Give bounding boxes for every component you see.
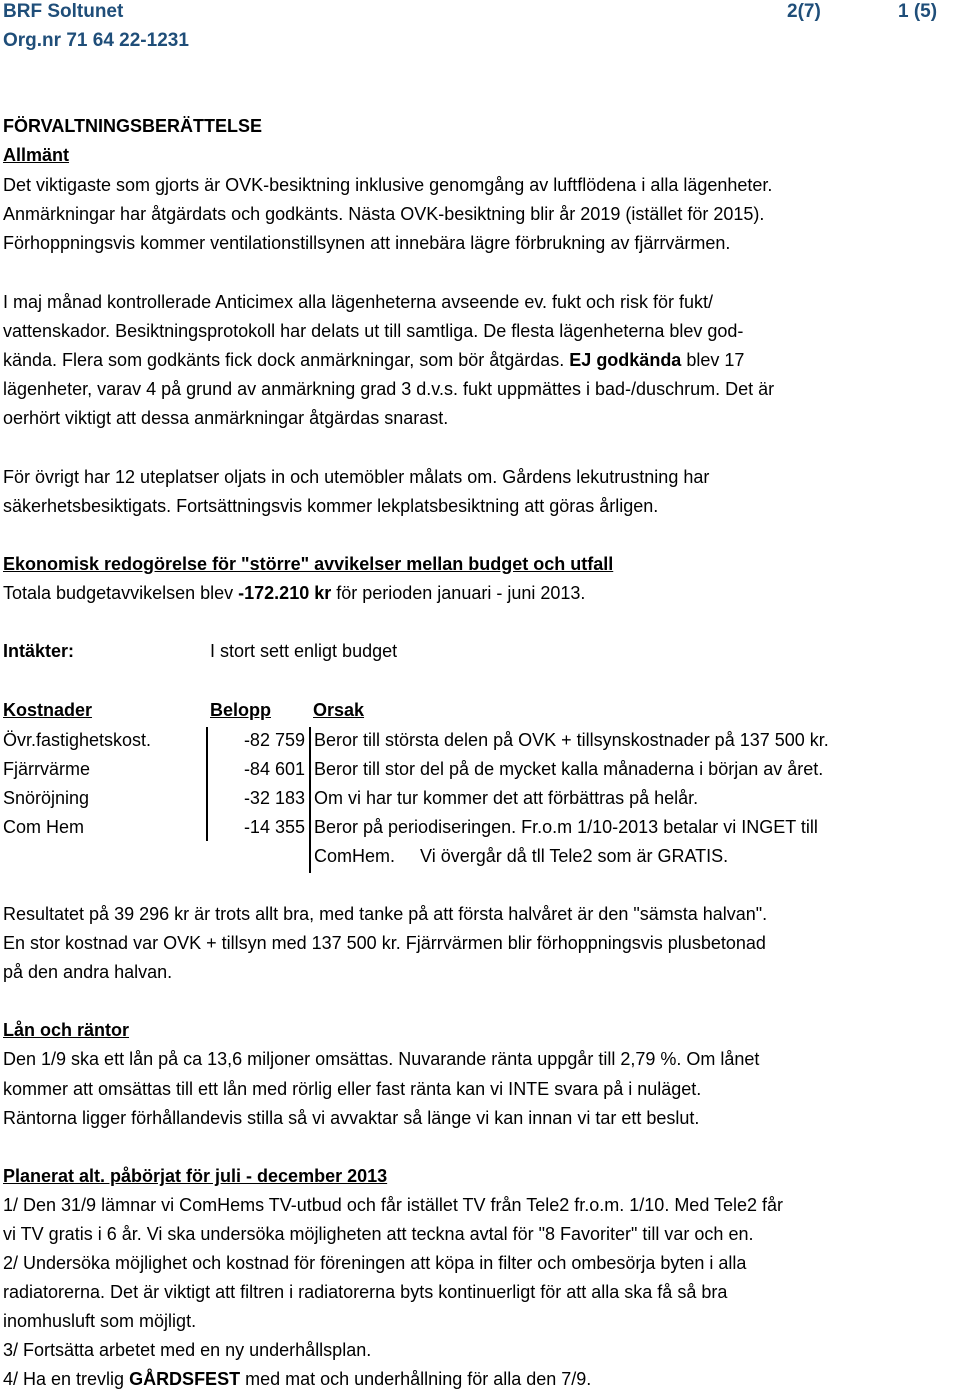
paragraph-line [3,346,744,375]
list-item: inomhusluft som möjligt. [3,1311,197,1331]
text-run: blev 17 [681,350,745,370]
org-number: Org.nr 71 64 22-1231 [3,30,189,51]
budget-total-line [3,579,585,608]
table-cell-reason-continued: ComHem. Vi övergår då tll Tele2 som är GRATIS. [314,846,729,866]
text-run: för perioden januari - juni 2013. [331,583,586,603]
section-heading-lan: Lån och räntor [3,1020,130,1040]
income-label: Intäkter: [3,641,75,661]
section-heading-ekonomi: Ekonomisk redogörelse för "större" avvikelser mellan budget och utfall [3,554,614,574]
page-number-total: 2(7) [787,1,821,22]
list-item: radiatorerna. Det är viktigt att filtren i radiatorerna byts kontinuerligt för att alla ska få så bra [3,1282,728,1302]
table-cell-amount: -84 601 [243,759,305,779]
paragraph-line: Den 1/9 ska ett lån på ca 13,6 miljoner omsättas. Nuvarande ränta uppgår till 2,79 %. Om lånet [3,1049,760,1069]
table-cell-amount: -32 183 [243,788,305,808]
list-item: vi TV gratis i 6 år. Vi ska undersöka möjligheten att teckna avtal för "8 Favoriter" till var och en. [3,1224,754,1244]
paragraph-line: För övrigt har 12 uteplatser oljats in och utemöbler målats om. Gårdens lekutrustning har [3,467,710,487]
table-divider-right [309,727,311,873]
paragraph-line: I maj månad kontrollerade Anticimex alla lägenheterna avseende ev. fukt och risk för fukt/ [3,292,714,312]
table-cell-item: Övr.fastighetskost. [3,730,152,750]
budget-deviation-amount: -172.210 kr [238,583,332,603]
paragraph-line: vattenskador. Besiktningsprotokoll har delats ut till samtliga. De flesta lägenheterna blev god- [3,321,744,341]
table-cell-reason: Om vi har tur kommer det att förbättras på helår. [314,788,699,808]
paragraph-line: Anmärkningar har åtgärdats och godkänts. Nästa OVK-besiktning blir år 2019 (istället för 2015). [3,204,765,224]
table-cell-item: Snöröjning [3,788,90,808]
emphasis-not-approved: EJ godkända [569,350,682,370]
list-item [3,1365,591,1394]
table-cell-item: Fjärrvärme [3,759,91,779]
section-heading-allmant: Allmänt [3,145,70,165]
table-cell-reason: Beror på periodiseringen. Fr.o.m 1/10-2013 betalar vi INGET till [314,817,818,837]
paragraph-line: Förhoppningsvis kommer ventilationstillsynen att innebära lägre förbrukning av fjärrvärmen. [3,233,731,253]
table-header-amount: Belopp [210,700,271,720]
text-run: kända. Flera som godkänts fick dock anmärkningar, som bör åtgärdas. [3,350,565,370]
table-cell-amount: -82 759 [243,730,305,750]
paragraph-line: på den andra halvan. [3,962,173,982]
report-title: FÖRVALTNINGSBERÄTTELSE [3,116,263,136]
table-cell-reason: Beror till största delen på OVK + tillsynskostnader på 137 500 kr. [314,730,829,750]
text-run: Totala budgetavvikelsen blev [3,583,239,603]
table-cell-amount: -14 355 [243,817,305,837]
paragraph-line: Resultatet på 39 296 kr är trots allt bra, med tanke på att första halvåret är den "sämsta halvan". [3,904,768,924]
text-run: med mat och underhållning för alla den 7/9. [240,1369,592,1389]
paragraph-line: En stor kostnad var OVK + tillsyn med 137 500 kr. Fjärrvärmen blir förhoppningsvis plusbetonad [3,933,766,953]
list-item: 2/ Undersöka möjlighet och kostnad för föreningen att köpa in filter och ombesörja byten i alla [3,1253,747,1273]
text-run: 4/ Ha en trevlig [3,1369,130,1389]
emphasis-party: GÅRDSFEST [129,1369,241,1389]
list-item: 1/ Den 31/9 lämnar vi ComHems TV-utbud och får istället TV från Tele2 fr.o.m. 1/10. Med Tele2 får [3,1195,784,1215]
paragraph-line: Det viktigaste som gjorts är OVK-besiktning inklusive genomgång av luftflödena i alla lägenheter. [3,175,773,195]
table-cell-item: Com Hem [3,817,85,837]
paragraph-line: kommer att omsättas till ett lån med rörlig eller fast ränta kan vi INTE svara på i nuläget. [3,1079,702,1099]
paragraph-line: oerhört viktigt att dessa anmärkningar åtgärdas snarast. [3,408,449,428]
section-heading-planerat: Planerat alt. påbörjat för juli - december 2013 [3,1166,388,1186]
paragraph-line: lägenheter, varav 4 på grund av anmärkning grad 3 d.v.s. fukt uppmättes i bad-/duschrum. Det är [3,379,775,399]
page-number-section: 1 (5) [898,1,938,22]
paragraph-line: Räntorna ligger förhållandevis stilla så vi avvaktar så länge vi kan innan vi tar ett beslut. [3,1108,700,1128]
list-item: 3/ Fortsätta arbetet med en ny underhållsplan. [3,1340,372,1360]
income-value: I stort sett enligt budget [210,641,398,661]
table-header-cost: Kostnader [3,700,93,720]
table-header-reason: Orsak [313,700,365,720]
paragraph-line: säkerhetsbesiktigats. Fortsättningsvis kommer lekplatsbesiktning att göras årligen. [3,496,659,516]
table-cell-reason: Beror till stor del på de mycket kalla månaderna i början av året. [314,759,824,779]
org-name: BRF Soltunet [3,1,124,22]
